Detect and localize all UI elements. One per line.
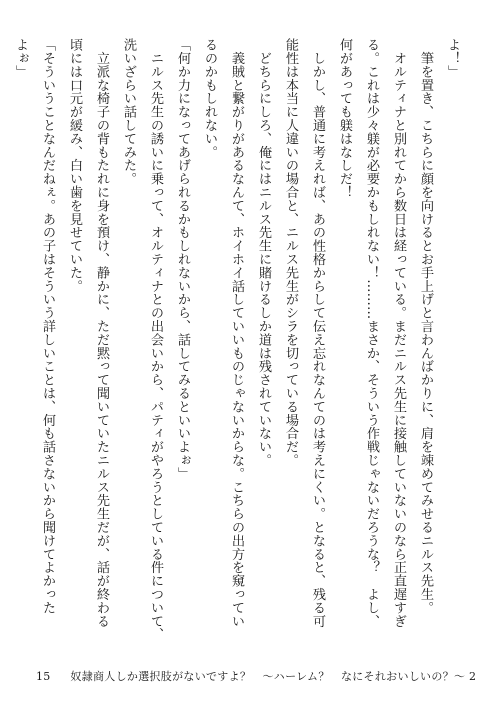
text-line: 頃には口元が緩み、白い歯を見せていた。	[67, 38, 82, 293]
text-line: よぉ」	[13, 38, 28, 79]
text-line: 洗いざらい話してみた。	[121, 38, 136, 186]
text-line: 能性は本当に人違いの場合と、ニルス先生がシラを切っている場合だ。	[283, 38, 298, 467]
text-line: 義賊と繋がりがあるなんて、ホイホイ話していいものじゃないからな。こちらの出方を窺ってい	[229, 38, 244, 628]
text-line: 「何か力になってあげられるかもしれないから、話してみるといいよぉ」	[175, 38, 190, 481]
text-line: るのかもしれない。	[202, 38, 217, 159]
vertical-body-text	[13, 38, 466, 658]
text-line: よ！」	[445, 38, 460, 79]
text-line: る。これは少々躾が必要かもしれない！………まさか、そういう作戦じゃないだろうな？ よし、	[364, 38, 379, 628]
text-line: オルティナと別れてから数日は経っている。まだニルス先生に接触していないのなら正直遅すぎ	[391, 38, 406, 628]
text-line: しかし、普通に考えれば、あの性格からして伝え忘れなんてのは考えにくい。となると、残る可	[310, 38, 325, 628]
text-line: ニルス先生の誘いに乗って、オルティナとの出会いから、パティがやろうとしている件について、	[148, 38, 163, 641]
book-title: 奴隷商人しか選択肢がないですよ？ ～ハーレム？ なにそれおいしいの？～ 2	[70, 670, 477, 683]
text-line: どちらにしろ、俺にはニルス先生に賭けるしか道は残されていない。	[256, 38, 271, 467]
page-number: 15	[36, 670, 51, 683]
text-line: 筆を置き、こちらに顔を向けるとお手上げと言わんばかりに、肩を竦めてみせるニルス先生。	[418, 38, 433, 615]
text-line: 立派な椅子の背もたれに身を預け、静かに、ただ黙って聞いていたニルス先生だが、話が終わる	[94, 38, 109, 628]
text-line: 何があっても躾はなしだ！	[337, 38, 352, 199]
page-footer	[36, 668, 476, 684]
text-line: 「そういうことなんだねぇ。あの子はそういう詳しいことは、何も話さないから聞けてよかった	[40, 38, 55, 615]
